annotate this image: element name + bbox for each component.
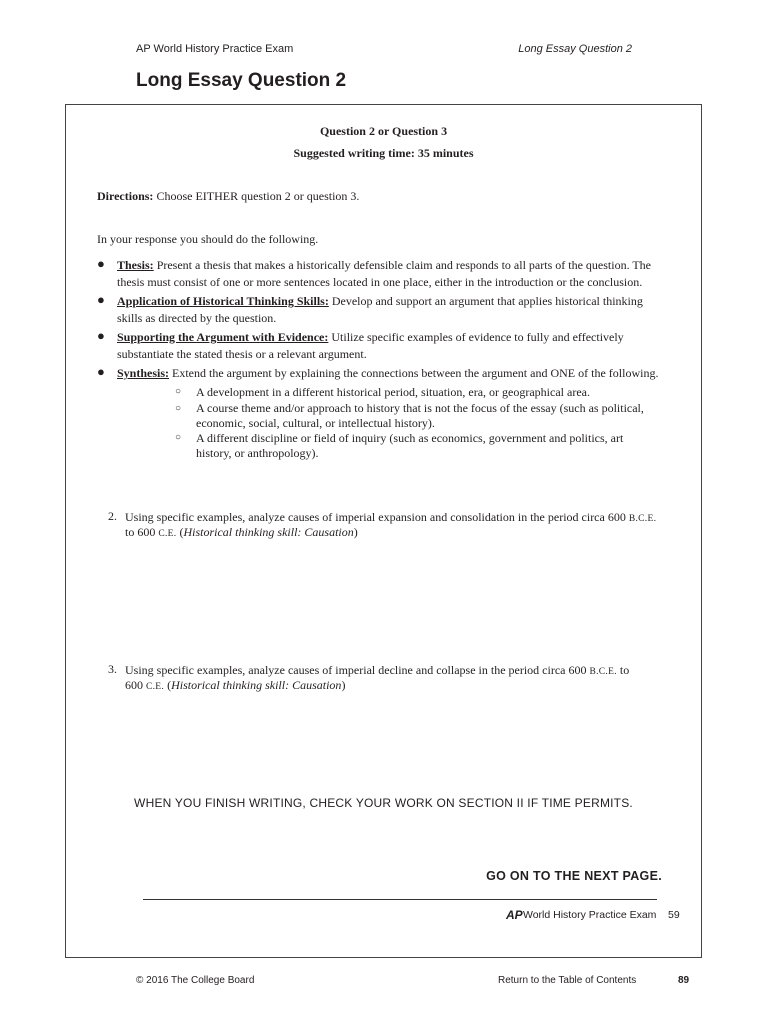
directions	[97, 188, 359, 204]
bullet-text-continued: thesis must consist of one or more sentences located in one place, either in the introduction or the conclusion.	[117, 275, 643, 289]
bullet-synthesis	[117, 365, 687, 381]
page-title: Long Essay Question 2	[136, 70, 347, 91]
bullet-text: Present a thesis that makes a historically defensible claim and responds to all parts of the question. The	[156, 258, 652, 272]
sub-bullet-icon: ○	[175, 403, 182, 414]
finish-instruction: WHEN YOU FINISH WRITING, CHECK YOUR WORK ON SECTION II IF TIME PERMITS.	[134, 796, 633, 810]
inner-footer-text: World History Practice Exam	[523, 909, 657, 921]
box-heading-question-choice: Question 2 or Question 3	[319, 124, 448, 138]
page-number: 89	[678, 975, 690, 986]
era-label: B.C.E.	[628, 514, 657, 524]
bullet-text-continued: substantiate the stated thesis or a relevant argument.	[117, 347, 367, 361]
bullet-term: Supporting the Argument with Evidence:	[117, 330, 329, 344]
era-label: B.C.E.	[589, 667, 617, 677]
sub-bullet-text: A different discipline or field of inquiry (such as economics, government and politics, art	[196, 431, 624, 445]
bullet-term: Application of Historical Thinking Skills:	[117, 294, 329, 308]
box-heading-writing-time: Suggested writing time: 35 minutes	[293, 146, 474, 160]
sub-bullet-text: A development in a different historical period, situation, era, or geographical area.	[196, 385, 590, 399]
bullet-icon: ●	[97, 292, 105, 307]
bullet-icon: ●	[97, 328, 105, 343]
running-header-right: Long Essay Question 2	[518, 43, 632, 55]
question-text: 600	[125, 678, 143, 692]
bullet-icon: ●	[97, 256, 105, 271]
bullet-application	[117, 293, 677, 309]
question-2-text-continued: to 600 C.E. (Historical thinking skill: Causation)	[125, 525, 358, 539]
sub-bullet-icon: ○	[175, 386, 182, 397]
sub-bullet-text-continued: economic, social, cultural, or intellectual history).	[196, 416, 435, 430]
question-number: 2.	[108, 509, 117, 523]
directions-text: Choose EITHER question 2 or question 3.	[156, 189, 360, 203]
bullet-icon: ●	[97, 364, 105, 379]
question-3-text-continued: 600 C.E. (Historical thinking skill: Causation)	[125, 678, 346, 692]
era-label: C.E.	[146, 682, 165, 692]
intro-text: In your response you should do the following.	[97, 232, 319, 246]
bullet-text: Develop and support an argument that applies historical thinking	[331, 294, 643, 308]
sub-bullet-icon: ○	[175, 432, 182, 443]
sub-bullet-text-continued: history, or anthropology).	[196, 446, 319, 460]
inner-page-number: 59	[668, 909, 680, 921]
footer-rule	[143, 899, 657, 900]
next-page-notice: GO ON TO THE NEXT PAGE.	[486, 869, 662, 883]
question-text: to	[619, 663, 630, 677]
bullet-text-continued: skills as directed by the question.	[117, 311, 277, 325]
copyright: © 2016 The College Board	[136, 975, 255, 986]
skill-label: Historical thinking skill: Causation	[171, 678, 342, 692]
question-text: Using specific examples, analyze causes of imperial expansion and consolidation in the period circa 600	[125, 510, 626, 524]
question-text: Using specific examples, analyze causes of imperial decline and collapse in the period circa 600	[125, 663, 587, 677]
directions-label: Directions:	[97, 189, 154, 203]
running-header-left: AP World History Practice Exam	[136, 43, 294, 55]
bullet-term: Thesis:	[117, 258, 154, 272]
ap-logo: AP	[506, 908, 523, 922]
bullet-text: Extend the argument by explaining the connections between the argument and ONE of the following.	[172, 366, 659, 380]
sub-bullet-text: A course theme and/or approach to history that is not the focus of the essay (such as political,	[196, 401, 644, 415]
question-number: 3.	[108, 662, 117, 676]
table-of-contents-link[interactable]: Return to the Table of Contents	[498, 975, 637, 986]
bullet-thesis	[117, 257, 677, 273]
bullet-text: Utilize specific examples of evidence to fully and effectively	[331, 330, 624, 344]
bullet-term: Synthesis:	[117, 366, 170, 380]
question-text: to 600	[125, 525, 156, 539]
skill-label: Historical thinking skill: Causation	[183, 525, 354, 539]
bullet-evidence	[117, 329, 677, 345]
era-label: C.E.	[158, 529, 177, 539]
